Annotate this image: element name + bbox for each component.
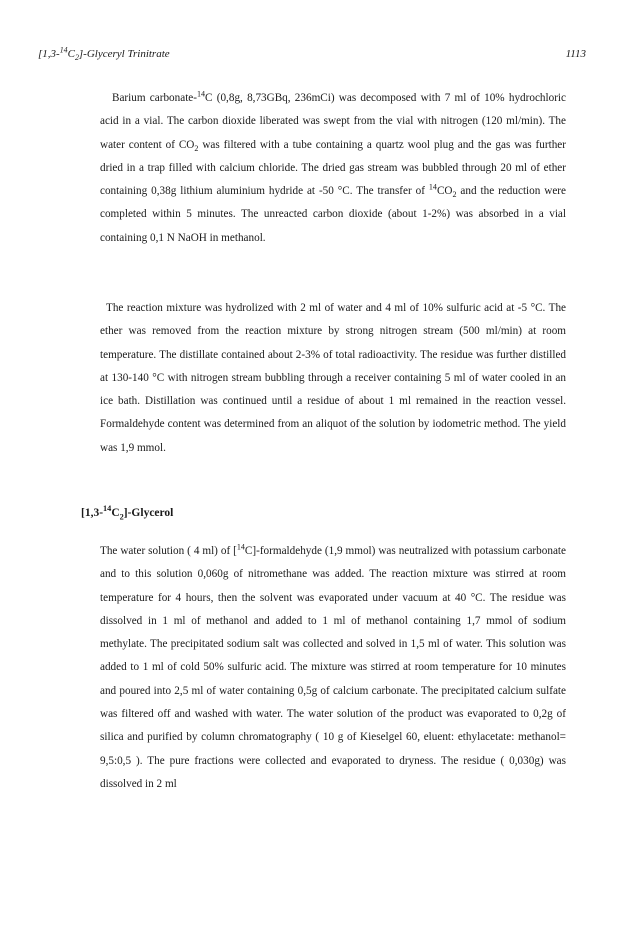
- page-number: 1113: [565, 48, 586, 60]
- running-title: $[1,3-^{14}C_2]$-Glyceryl Trinitrate: [38, 45, 170, 63]
- paragraph-hydrolysis: The reaction mixture was hydrolized with 2 ml of water and 4 ml of 10% sulfuric acid at -5 °C. The ether was removed from the reaction mixture by strong nitrogen stream (500 ml/min) at room temperature. The distillate contained about 2-3% of total radioactivity. The residue was further distilled at 130-140 °C with nitrogen stream bubbling through a receiver containing 5 ml of water cooled in an ice bath. Distillation was continued until a residue of about 1 ml remained in the reaction vessel. Formaldehyde content was determined from an aliquot of the solution by iodometric method. The yield was 1,9 mmol.: [100, 302, 566, 454]
- running-header: [38, 45, 586, 64]
- paragraph-glycerol-synthesis: The water solution ( 4 ml) of [$^{14}$C]-formaldehyde (1,9 mmol) was neutralized with potassium carbonate and to this solution 0,060g of nitromethane was added. The reaction mixture was stirred at room temperature for 4 hours, then the solvent was evaporated under vacuum at 40 °C. The residue was dissolved in 1 ml of methanol and added to 1 ml of methanol containing 1,7 mmol of sodium methylate. The precipitated sodium salt was collected and solved in 1,5 ml of water. This solution was added to 1 ml of cold 50% sulfuric acid. The mixture was stirred at room temperature for 10 minutes and poured into 2,5 ml of water containing 0,5g of calcium carbonate. The precipitated calcium sulfate was filtered off and washed with water. The water solution of the product was evaporated to 0,2g of silica and purified by column chromatography ( 10 g of Kieselgel 60, eluent: ethylacetate: methanol= 9,5:0,5 ). The pure fractions were collected and evaporated to dryness. The residue ( 0,030g) was dissolved in 2 ml: [100, 542, 566, 790]
- section-heading: $[1,3-^{14}C_2]$-Glycerol: [81, 504, 174, 522]
- paragraph-barium-carbonate: Barium carbonate-$^{14}$C (0,8g, 8,73GBq, 236mCi) was decomposed with 7 ml of 10% hydrochloric acid in a vial. The carbon dioxide liberated was swept from the vial with nitrogen (120 ml/min). The water content of $CO_2$ was filtered with a tube containing a quartz wool plug and the gas was further dried in a trap filled with calcium chloride. The dried gas stream was bubbled through 20 ml of ether containing 0,38g lithium aluminium hydride at -50 °C. The transfer of $^{14}CO_2$ and the reduction were completed within 5 minutes. The unreacted carbon dioxide (about 1-2%) was absorbed in a vial containing 0,1 N NaOH in methanol.: [100, 89, 567, 244]
